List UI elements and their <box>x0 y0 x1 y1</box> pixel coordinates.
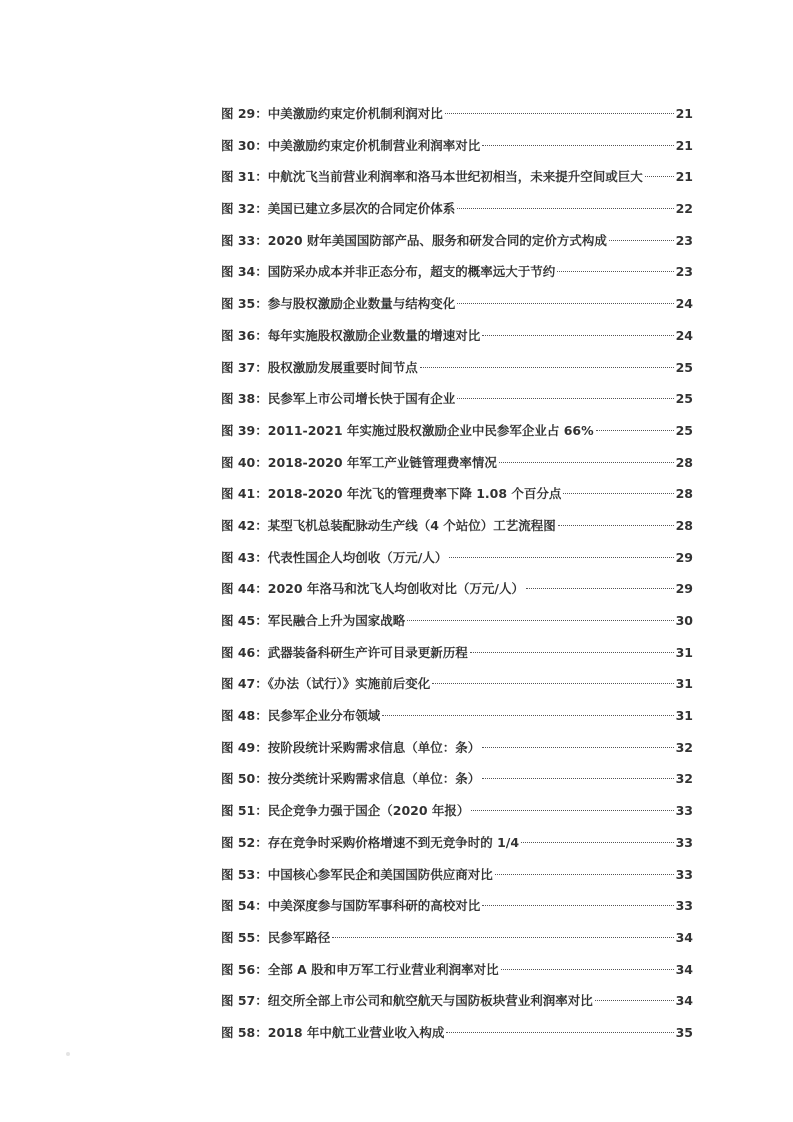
figure-caption: 参与股权激励企业数量与结构变化 <box>267 296 456 312</box>
figure-number: 图 58： <box>221 1024 268 1040</box>
toc-entry[interactable] <box>221 637 693 669</box>
figure-number: 图 45： <box>221 613 268 628</box>
page-number: 31 <box>675 708 693 724</box>
page-number: 23 <box>675 232 693 248</box>
page-number: 33 <box>675 834 693 850</box>
page-number: 29 <box>675 549 693 565</box>
figure-caption: 2018 年中航工业营业收入构成 <box>267 1024 445 1040</box>
toc-entry[interactable] <box>221 954 693 986</box>
dot-leader <box>609 240 674 241</box>
dot-leader <box>482 335 673 336</box>
figure-caption: 2018-2020 年军工产业链管理费率情况 <box>267 454 497 470</box>
figure-caption: 中美激励约束定价机制营业利润率对比 <box>267 137 481 153</box>
figure-caption: 《办法（试行）》实施前后变化 <box>267 676 431 692</box>
figure-caption: 民企竞争力强于国企（2020 年报） <box>267 803 470 819</box>
toc-entry-title <box>221 98 443 130</box>
toc-entry[interactable] <box>221 225 693 257</box>
toc-entry-title <box>221 320 480 352</box>
page-number: 25 <box>675 391 693 407</box>
figure-number: 图 34： <box>221 264 268 280</box>
page-number: 21 <box>675 169 693 185</box>
figure-caption: 美国已建立多层次的合同定价体系 <box>267 201 456 217</box>
toc-entry[interactable] <box>221 193 693 225</box>
dot-leader <box>596 430 674 431</box>
dot-leader <box>449 557 673 558</box>
page-number: 35 <box>675 1024 693 1040</box>
figure-number: 图 54： <box>221 898 268 914</box>
toc-entry[interactable] <box>221 447 693 479</box>
figure-caption: 中航沈飞当前营业利润率和洛马本世纪初相当，未来提升空间或巨大 <box>267 169 643 185</box>
toc-entry[interactable] <box>221 288 693 320</box>
toc-entry[interactable] <box>221 256 693 288</box>
dot-leader <box>471 810 673 811</box>
page-number: 33 <box>675 866 693 882</box>
figure-caption: 军民融合上升为国家战略 <box>267 613 406 628</box>
toc-entry[interactable] <box>221 542 693 574</box>
page-number: 24 <box>675 327 693 343</box>
toc-entry-title <box>221 130 480 162</box>
figure-caption: 中国核心参军民企和美国国防供应商对比 <box>267 866 493 882</box>
page-number: 23 <box>675 264 693 280</box>
figure-number: 图 44： <box>221 581 268 597</box>
toc-entry-title <box>221 890 480 922</box>
figure-number: 图 30： <box>221 137 268 153</box>
toc-entry-title <box>221 668 430 700</box>
page-number: 22 <box>675 201 693 217</box>
toc-entry[interactable] <box>221 161 693 193</box>
figure-caption: 国防采办成本并非正态分布，超支的概率远大于节约 <box>267 264 556 280</box>
toc-entry-title <box>221 225 607 257</box>
toc-entry[interactable] <box>221 827 693 859</box>
toc-entry-title <box>221 193 455 225</box>
figure-number: 图 48： <box>221 708 268 724</box>
toc-entry-title <box>221 478 561 510</box>
figure-number: 图 47： <box>221 676 268 692</box>
toc-entry-title <box>221 573 524 605</box>
toc-entry[interactable] <box>221 732 693 764</box>
page-number: 28 <box>675 454 693 470</box>
page-number: 25 <box>675 359 693 375</box>
figure-caption: 按阶段统计采购需求信息（单位：条） <box>267 739 481 755</box>
figure-caption: 纽交所全部上市公司和航空航天与国防板块营业利润率对比 <box>267 993 593 1009</box>
page-corner-mark <box>66 1052 70 1056</box>
page-number: 28 <box>675 486 693 502</box>
toc-entry-title <box>221 605 405 637</box>
table-of-figures <box>221 98 693 1049</box>
dot-leader <box>457 208 673 209</box>
figure-number: 图 39： <box>221 422 268 438</box>
toc-entry-title <box>221 795 469 827</box>
page-number: 32 <box>675 771 693 787</box>
toc-entry[interactable] <box>221 763 693 795</box>
dot-leader <box>558 525 674 526</box>
figure-number: 图 33： <box>221 232 268 248</box>
page-number: 28 <box>675 517 693 533</box>
dot-leader <box>495 874 674 875</box>
dot-leader <box>482 747 673 748</box>
toc-entry-title <box>221 352 418 384</box>
page-number: 34 <box>675 929 693 945</box>
figure-number: 图 32： <box>221 201 268 217</box>
dot-leader <box>563 493 673 494</box>
figure-number: 图 52： <box>221 834 268 850</box>
toc-entry[interactable] <box>221 415 693 447</box>
figure-number: 图 42： <box>221 517 268 533</box>
figure-caption: 2020 财年美国国防部产品、服务和研发合同的定价方式构成 <box>267 232 607 248</box>
toc-entry-title <box>221 256 555 288</box>
toc-entry-title <box>221 954 499 986</box>
dot-leader <box>499 462 674 463</box>
dot-leader <box>526 588 674 589</box>
toc-entry-title <box>221 447 497 479</box>
figure-number: 图 36： <box>221 327 268 343</box>
dot-leader <box>482 778 673 779</box>
figure-caption: 武器装备科研生产许可目录更新历程 <box>267 644 468 660</box>
figure-number: 图 31： <box>221 169 268 185</box>
dot-leader <box>457 398 673 399</box>
figure-number: 图 56： <box>221 961 268 977</box>
toc-entry-title <box>221 985 593 1017</box>
figure-caption: 2011-2021 年实施过股权激励企业中民参军企业占 66% <box>267 422 594 438</box>
figure-caption: 存在竞争时采购价格增速不到无竞争时的 1/4 <box>267 834 520 850</box>
toc-entry-title <box>221 827 519 859</box>
dot-leader <box>382 715 673 716</box>
dot-leader <box>445 113 674 114</box>
dot-leader <box>470 652 674 653</box>
dot-leader <box>482 905 673 906</box>
dot-leader <box>521 842 674 843</box>
figure-number: 图 29： <box>221 106 268 121</box>
toc-entry[interactable] <box>221 352 693 384</box>
page-number: 34 <box>675 993 693 1009</box>
figure-caption: 2018-2020 年沈飞的管理费率下降 1.08 个百分点 <box>267 486 562 502</box>
toc-entry[interactable] <box>221 478 693 510</box>
page-number: 30 <box>675 613 693 628</box>
toc-entry[interactable] <box>221 859 693 891</box>
toc-entry-title <box>221 859 493 891</box>
toc-entry[interactable] <box>221 98 693 130</box>
page-number: 25 <box>675 422 693 438</box>
toc-entry[interactable] <box>221 510 693 542</box>
figure-caption: 全部 A 股和申万军工行业营业利润率对比 <box>267 961 499 977</box>
figure-number: 图 41： <box>221 486 268 502</box>
dot-leader <box>420 367 674 368</box>
toc-entry[interactable] <box>221 130 693 162</box>
toc-entry[interactable] <box>221 605 693 637</box>
dot-leader <box>595 1000 674 1001</box>
dot-leader <box>482 145 673 146</box>
toc-entry-title <box>221 922 330 954</box>
page-number: 33 <box>675 803 693 819</box>
page-number: 34 <box>675 961 693 977</box>
dot-leader <box>645 176 674 177</box>
page-number: 29 <box>675 581 693 597</box>
toc-entry[interactable] <box>221 795 693 827</box>
toc-entry-title <box>221 732 480 764</box>
dot-leader <box>457 303 673 304</box>
dot-leader <box>332 937 673 938</box>
figure-caption: 某型飞机总装配脉动生产线（4 个站位）工艺流程图 <box>267 517 556 533</box>
figure-caption: 股权激励发展重要时间节点 <box>267 359 418 375</box>
figure-number: 图 51： <box>221 803 268 819</box>
figure-caption: 中美深度参与国防军事科研的高校对比 <box>267 898 481 914</box>
figure-number: 图 55： <box>221 929 268 945</box>
toc-entry[interactable] <box>221 573 693 605</box>
figure-caption: 代表性国企人均创收（万元/人） <box>267 549 448 565</box>
figure-number: 图 35： <box>221 296 268 312</box>
dot-leader <box>432 683 673 684</box>
toc-entry-title <box>221 288 455 320</box>
figure-caption: 每年实施股权激励企业数量的增速对比 <box>267 327 481 343</box>
figure-caption: 民参军路径 <box>267 929 331 945</box>
page-number: 21 <box>675 106 693 121</box>
figure-number: 图 37： <box>221 359 268 375</box>
toc-entry-title <box>221 1017 444 1049</box>
dot-leader <box>446 1032 673 1033</box>
figure-caption: 按分类统计采购需求信息（单位：条） <box>267 771 481 787</box>
toc-entry-title <box>221 700 380 732</box>
page-number: 24 <box>675 296 693 312</box>
page-number: 31 <box>675 676 693 692</box>
toc-entry-title <box>221 383 455 415</box>
toc-entry-title <box>221 510 556 542</box>
page-number: 33 <box>675 898 693 914</box>
figure-caption: 民参军企业分布领域 <box>267 708 381 724</box>
toc-entry[interactable] <box>221 1017 693 1049</box>
page-number: 21 <box>675 137 693 153</box>
figure-caption: 2020 年洛马和沈飞人均创收对比（万元/人） <box>267 581 524 597</box>
toc-entry[interactable] <box>221 383 693 415</box>
figure-number: 图 53： <box>221 866 268 882</box>
toc-entry[interactable] <box>221 890 693 922</box>
figure-number: 图 57： <box>221 993 268 1009</box>
figure-caption: 民参军上市公司增长快于国有企业 <box>267 391 456 407</box>
figure-number: 图 40： <box>221 454 268 470</box>
toc-entry[interactable] <box>221 700 693 732</box>
toc-entry-title <box>221 415 594 447</box>
dot-leader <box>557 271 673 272</box>
toc-entry-title <box>221 763 480 795</box>
toc-entry[interactable] <box>221 922 693 954</box>
toc-entry-title <box>221 637 468 669</box>
toc-entry-title <box>221 542 447 574</box>
page-number: 31 <box>675 644 693 660</box>
dot-leader <box>501 969 674 970</box>
toc-entry[interactable] <box>221 668 693 700</box>
toc-entry-title <box>221 161 643 193</box>
figure-number: 图 43： <box>221 549 268 565</box>
toc-entry[interactable] <box>221 320 693 352</box>
figure-caption: 中美激励约束定价机制利润对比 <box>267 106 443 121</box>
dot-leader <box>407 620 673 621</box>
figure-number: 图 38： <box>221 391 268 407</box>
figure-number: 图 46： <box>221 644 268 660</box>
figure-number: 图 50： <box>221 771 268 787</box>
figure-number: 图 49： <box>221 739 268 755</box>
page-number: 32 <box>675 739 693 755</box>
toc-entry[interactable] <box>221 985 693 1017</box>
